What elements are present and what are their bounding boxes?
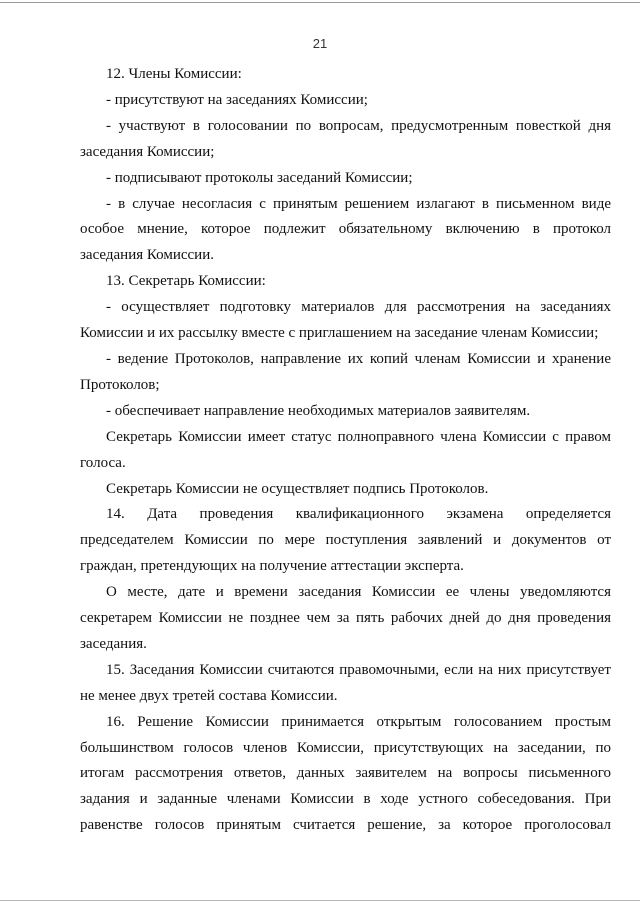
paragraph-notification: О месте, дате и времени заседания Комиссии ее члены уведомляются секретарем Комиссии не позднее чем за пять рабочих дней до дня проведения заседания. bbox=[80, 584, 611, 652]
scan-bottom-edge bbox=[0, 900, 640, 901]
paragraph-secretary-heading: 13. Секретарь Комиссии: bbox=[106, 273, 266, 290]
scan-top-edge bbox=[0, 2, 640, 3]
page-number: 21 bbox=[312, 36, 328, 51]
paragraph-quorum: 15. Заседания Комиссии считаются правомочными, если на них присутствует не менее двух третей состава Комиссии. bbox=[80, 661, 611, 704]
paragraph-members-attend: - присутствуют на заседаниях Комиссии; bbox=[106, 91, 368, 108]
paragraph-members-dissent: - в случае несогласия с принятым решением излагают в письменном виде особое мнение, которое подлежит обязательному включению в протокол заседания Комиссии. bbox=[80, 195, 611, 264]
document-body bbox=[80, 62, 611, 839]
paragraph-members-heading: 12. Члены Комиссии: bbox=[106, 66, 242, 82]
paragraph-secretary-materials: - обеспечивает направление необходимых материалов заявителям. bbox=[106, 402, 531, 419]
paragraph-exam-date: 14. Дата проведения квалификационного экзамена определяется председателем Комиссии по мере поступления заявлений и документов от граждан, претендующих на получение аттестации эксперта. bbox=[80, 506, 611, 575]
paragraph-secretary-protocols: - ведение Протоколов, направление их копий членам Комиссии и хранение Протоколов; bbox=[80, 350, 611, 393]
paragraph-members-vote: - участвуют в голосовании по вопросам, предусмотренным повесткой дня заседания Комиссии; bbox=[80, 117, 611, 160]
paragraph-secretary-signature: Секретарь Комиссии не осуществляет подпись Протоколов. bbox=[106, 480, 489, 497]
paragraph-secretary-prepare: - осуществляет подготовку материалов для рассмотрения на заседаниях Комиссии и их рассылку вместе с приглашением на заседание членам Комиссии; bbox=[80, 299, 611, 342]
paragraph-members-sign: - подписывают протоколы заседаний Комиссии; bbox=[106, 169, 413, 186]
paragraph-secretary-status: Секретарь Комиссии имеет статус полноправного члена Комиссии с правом голоса. bbox=[80, 428, 611, 471]
paragraph-decision: 16. Решение Комиссии принимается открытым голосованием простым большинством голосов членов Комиссии, присутствующих на заседании, по итогам рассмотрения ответов, данных заявителем на вопросы письменного задания и заданные членами Комиссии в ходе устного собеседования. При равенстве голосов принятым считается решение, за которое проголосовал bbox=[80, 713, 611, 834]
